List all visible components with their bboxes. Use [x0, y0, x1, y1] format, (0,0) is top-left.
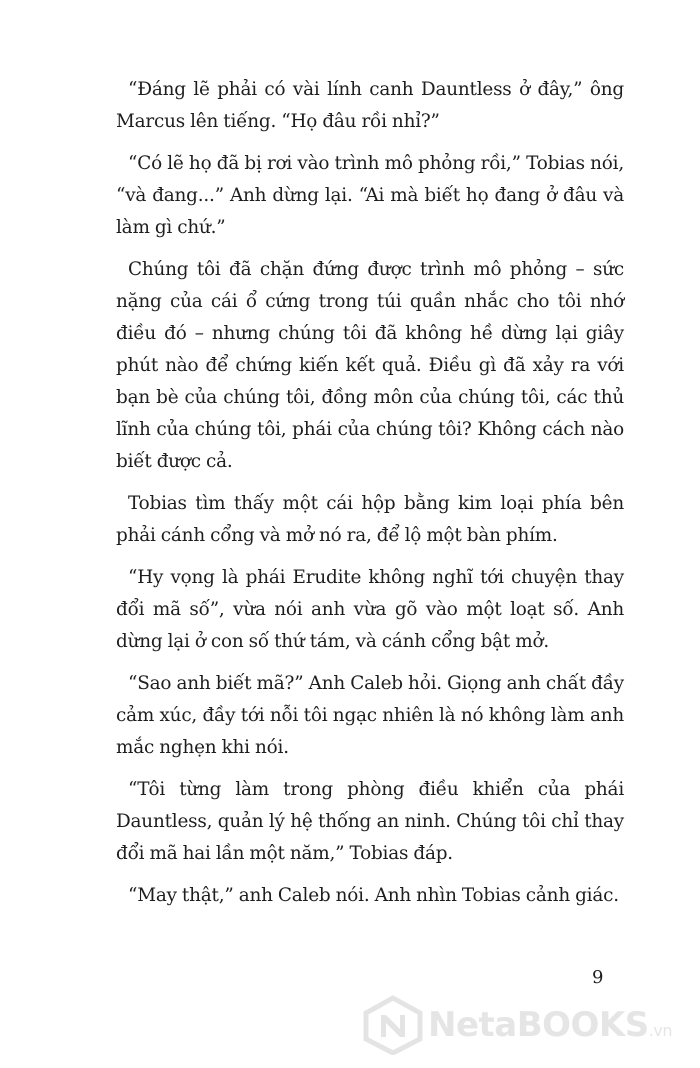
- paragraph: “Đáng lẽ phải có vài lính canh Dauntless ở đây,” ông Marcus lên tiếng. “Họ đâu rồi nhỉ?”: [116, 79, 624, 132]
- page-number: 9: [592, 967, 604, 988]
- paragraph: “Hy vọng là phái Erudite không nghĩ tới chuyện thay đổi mã số”, vừa nói anh vừa gõ vào một loạt số. Anh dừng lại ở con số thứ tám, và cánh cổng bật mở.: [116, 567, 624, 652]
- paragraph: “May thật,” anh Caleb nói. Anh nhìn Tobias cảnh giác.: [128, 885, 619, 906]
- netabooks-logo-icon: [362, 995, 424, 1055]
- paragraph: “Có lẽ họ đã bị rơi vào trình mô phỏng rồi,” Tobias nói, “và đang...” Anh dừng lại. “Ai mà biết họ đang ở đâu và làm gì chứ.”: [116, 153, 624, 238]
- watermark-domain-suffix: .vn: [648, 1021, 672, 1040]
- paragraph: Tobias tìm thấy một cái hộp bằng kim loại phía bên phải cánh cổng và mở nó ra, để lộ một bàn phím.: [116, 493, 624, 546]
- netabooks-watermark: [362, 995, 692, 1055]
- page-body: [116, 74, 624, 922]
- watermark-text: [428, 1005, 672, 1051]
- watermark-brand: NetaBOOKS: [428, 1005, 649, 1045]
- paragraph: “Sao anh biết mã?” Anh Caleb hỏi. Giọng anh chất đầy cảm xúc, đầy tới nỗi tôi ngạc nhiên là nó không làm anh mắc nghẹn khi nói.: [116, 673, 624, 758]
- paragraph: “Tôi từng làm trong phòng điều khiển của phái Dauntless, quản lý hệ thống an ninh. Chúng tôi chỉ thay đổi mã hai lần một năm,” Tobias đáp.: [116, 779, 624, 864]
- paragraph: Chúng tôi đã chặn đứng được trình mô phỏng – sức nặng của cái ổ cứng trong túi quần nhắc cho tôi nhớ điều đó – nhưng chúng tôi đã không hề dừng lại giây phút nào để chứng kiến kết quả. Điều gì đã xảy ra với bạn bè của chúng tôi, đồng môn của chúng tôi, các thủ lĩnh của chúng tôi, phái của chúng tôi? Không cách nào biết được cả.: [116, 259, 624, 472]
